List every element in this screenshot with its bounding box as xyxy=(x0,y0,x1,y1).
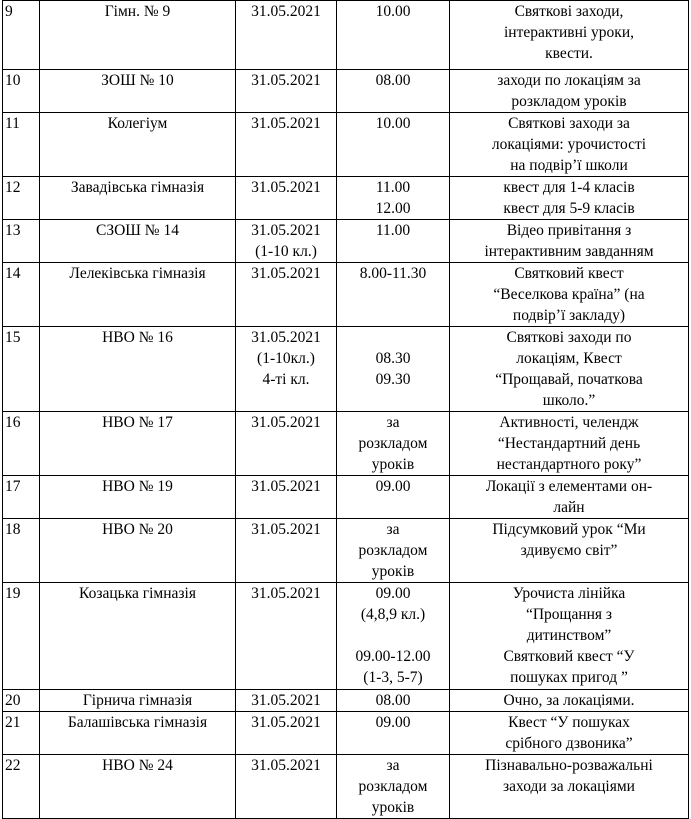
school-name: ЗОШ № 10 xyxy=(40,70,236,113)
event-time xyxy=(337,712,450,755)
table-row xyxy=(3,583,689,690)
table-row xyxy=(3,519,689,583)
event-description-line: розкладом уроків xyxy=(511,93,627,110)
event-time xyxy=(337,476,450,519)
event-time-line: 09.00 xyxy=(375,714,411,731)
event-time-line xyxy=(339,327,447,348)
event-description-line: Очно, за локаціями. xyxy=(503,692,635,709)
event-date xyxy=(236,1,337,70)
event-time-line xyxy=(339,625,447,646)
event-date-line: 31.05.2021 xyxy=(251,265,321,282)
event-time-line: 12.00 xyxy=(375,200,411,217)
school-name: НВО № 20 xyxy=(40,519,236,583)
row-number: 9 xyxy=(3,1,40,70)
event-description xyxy=(450,476,689,519)
row-number: 12 xyxy=(3,177,40,220)
event-description-line: срібного дзвоника” xyxy=(505,735,633,752)
event-date xyxy=(236,327,337,412)
event-time-line: (1-3, 5-7) xyxy=(363,669,423,686)
event-date xyxy=(236,70,337,113)
event-description-line: “Веселкова країна” (на xyxy=(493,286,645,303)
event-time xyxy=(337,327,450,412)
table-row xyxy=(3,476,689,519)
event-description xyxy=(450,519,689,583)
event-description-line: Активності, челендж xyxy=(499,414,639,431)
row-number: 10 xyxy=(3,70,40,113)
event-time-line: за xyxy=(386,521,400,538)
school-name: НВО № 17 xyxy=(40,412,236,476)
event-time-line: 08.00 xyxy=(375,692,411,709)
event-date-line: 31.05.2021 xyxy=(251,329,321,346)
event-date xyxy=(236,583,337,690)
schedule-table xyxy=(2,0,689,819)
event-date-line: (1-10 кл.) xyxy=(255,243,317,260)
table-row xyxy=(3,263,689,327)
row-number: 15 xyxy=(3,327,40,412)
event-time xyxy=(337,263,450,327)
event-time-line: 11.00 xyxy=(375,179,411,196)
event-description xyxy=(450,70,689,113)
event-date-line: 31.05.2021 xyxy=(251,714,321,731)
event-date-line: 31.05.2021 xyxy=(251,478,321,495)
school-name: НВО № 24 xyxy=(40,755,236,819)
row-number: 11 xyxy=(3,113,40,177)
school-name: Гірнича гімназія xyxy=(40,690,236,712)
row-number: 17 xyxy=(3,476,40,519)
event-time xyxy=(337,177,450,220)
event-date xyxy=(236,476,337,519)
event-description xyxy=(450,1,689,70)
table-row xyxy=(3,1,689,70)
event-time-line: розкладом xyxy=(358,542,428,559)
event-time-line: уроків xyxy=(371,456,415,473)
school-name: Колегіум xyxy=(40,113,236,177)
event-date-line: (1-10кл.) xyxy=(257,350,315,367)
event-time xyxy=(337,220,450,263)
event-description-line: Квест “У пошуках xyxy=(508,714,630,731)
school-name: Завадівська гімназія xyxy=(40,177,236,220)
event-date-line: 31.05.2021 xyxy=(251,115,321,132)
event-date xyxy=(236,412,337,476)
event-description-line: локаціям, Квест xyxy=(516,350,622,367)
event-date xyxy=(236,113,337,177)
event-date-line: 31.05.2021 xyxy=(251,3,321,20)
school-name: НВО № 16 xyxy=(40,327,236,412)
event-time xyxy=(337,519,450,583)
event-time xyxy=(337,1,450,70)
event-description-line: квест для 5-9 класів xyxy=(503,200,635,217)
event-description-line: “Прощання з xyxy=(525,606,613,623)
event-time-line: (4,8,9 кл.) xyxy=(360,606,426,623)
table-row xyxy=(3,220,689,263)
event-time-line: за xyxy=(386,414,400,431)
event-description-line: лайн xyxy=(553,499,585,516)
row-number: 19 xyxy=(3,583,40,690)
row-number: 18 xyxy=(3,519,40,583)
event-description-line: Святкові заходи за xyxy=(508,115,630,132)
event-time-line: розкладом xyxy=(358,435,428,452)
event-description-line: школо.” xyxy=(542,392,596,409)
event-description-line: Святкові заходи, xyxy=(514,3,624,20)
event-description xyxy=(450,220,689,263)
event-time-line: 09.00 xyxy=(375,478,411,495)
event-time-line: 10.00 xyxy=(375,3,411,20)
event-description-line: “Нестандартний день xyxy=(497,435,641,452)
event-date xyxy=(236,712,337,755)
table-row xyxy=(3,327,689,412)
event-time xyxy=(337,113,450,177)
event-time xyxy=(337,690,450,712)
event-date xyxy=(236,690,337,712)
school-name: НВО № 19 xyxy=(40,476,236,519)
event-time-line: 09.00-12.00 xyxy=(355,648,431,665)
event-time-line: за xyxy=(386,757,400,774)
school-name: Козацька гімназія xyxy=(40,583,236,690)
event-description-line: пошуках пригод ” xyxy=(510,669,628,686)
event-description xyxy=(450,113,689,177)
event-time-line: уроків xyxy=(371,799,415,816)
event-description-line: Відео привітання з xyxy=(506,222,632,239)
event-time xyxy=(337,583,450,690)
event-date xyxy=(236,220,337,263)
event-description xyxy=(450,263,689,327)
event-description-line: Святкові заходи по xyxy=(506,329,632,346)
event-description xyxy=(450,690,689,712)
event-description-line: на подвір’ї школи xyxy=(510,157,628,174)
event-time-line: 11.00 xyxy=(375,222,411,239)
row-number: 21 xyxy=(3,712,40,755)
event-time-line: 09.30 xyxy=(375,371,411,388)
event-date xyxy=(236,177,337,220)
event-description xyxy=(450,327,689,412)
table-row xyxy=(3,70,689,113)
event-description-line: нестандартного року” xyxy=(496,456,642,473)
event-date-line: 31.05.2021 xyxy=(251,222,321,239)
table-row xyxy=(3,412,689,476)
event-time xyxy=(337,412,450,476)
table-row xyxy=(3,712,689,755)
event-time-line: 08.30 xyxy=(375,350,411,367)
event-time xyxy=(337,70,450,113)
event-date xyxy=(236,263,337,327)
row-number: 13 xyxy=(3,220,40,263)
event-description-line: Підсумковий урок “Ми xyxy=(492,521,646,538)
event-date-line: 31.05.2021 xyxy=(251,585,321,602)
event-description-line: здивуємо світ” xyxy=(520,542,618,559)
event-description-line: “Прощавай, початкова xyxy=(495,371,643,388)
event-date-line: 31.05.2021 xyxy=(251,414,321,431)
event-description-line: локаціями: урочистості xyxy=(491,136,647,153)
row-number: 16 xyxy=(3,412,40,476)
event-description-line: заходи по локаціям за xyxy=(497,72,641,89)
event-date-line: 31.05.2021 xyxy=(251,757,321,774)
event-description-line: Локації з елементами он- xyxy=(485,478,653,495)
event-description-line: подвір’ї закладу) xyxy=(512,307,626,324)
event-time-line: 10.00 xyxy=(375,115,411,132)
table-row xyxy=(3,690,689,712)
row-number: 20 xyxy=(3,690,40,712)
table-row xyxy=(3,755,689,819)
event-time-line: 09.00 xyxy=(375,585,411,602)
event-time xyxy=(337,755,450,819)
event-description-line: квести. xyxy=(545,45,593,62)
event-time-line: уроків xyxy=(371,563,415,580)
event-date-line: 31.05.2021 xyxy=(251,179,321,196)
table-row xyxy=(3,177,689,220)
event-date-line: 31.05.2021 xyxy=(251,72,321,89)
school-name: Лелеківська гімназія xyxy=(40,263,236,327)
event-time-line: розкладом xyxy=(358,778,428,795)
event-description-line: інтерактивні уроки, xyxy=(503,24,635,41)
schedule-table-body xyxy=(3,1,689,819)
table-row xyxy=(3,113,689,177)
event-description xyxy=(450,755,689,819)
event-description-line: Пізнавально-розважальні xyxy=(485,757,653,774)
event-description-line: дитинством” xyxy=(526,627,612,644)
event-date-line: 31.05.2021 xyxy=(251,521,321,538)
event-description xyxy=(450,583,689,690)
event-date-line: 4-ті кл. xyxy=(262,371,310,388)
event-time-line: 08.00 xyxy=(375,72,411,89)
event-description xyxy=(450,712,689,755)
row-number: 14 xyxy=(3,263,40,327)
event-date-line: 31.05.2021 xyxy=(251,692,321,709)
school-name: Балашівська гімназія xyxy=(40,712,236,755)
event-description xyxy=(450,412,689,476)
school-name: Гімн. № 9 xyxy=(40,1,236,70)
event-description-line: квест для 1-4 класів xyxy=(503,179,635,196)
event-description-line: інтерактивним завданням xyxy=(484,243,654,260)
event-description-line: Урочиста лінійка xyxy=(512,585,626,602)
school-name: СЗОШ № 14 xyxy=(40,220,236,263)
event-description-line: заходи за локаціями xyxy=(503,778,635,795)
row-number: 22 xyxy=(3,755,40,819)
event-description xyxy=(450,177,689,220)
event-date xyxy=(236,519,337,583)
event-description-line: Святковий квест xyxy=(514,265,624,282)
event-description-line: Святковий квест “У xyxy=(503,648,635,665)
event-time-line: 8.00-11.30 xyxy=(359,265,427,282)
event-date xyxy=(236,755,337,819)
